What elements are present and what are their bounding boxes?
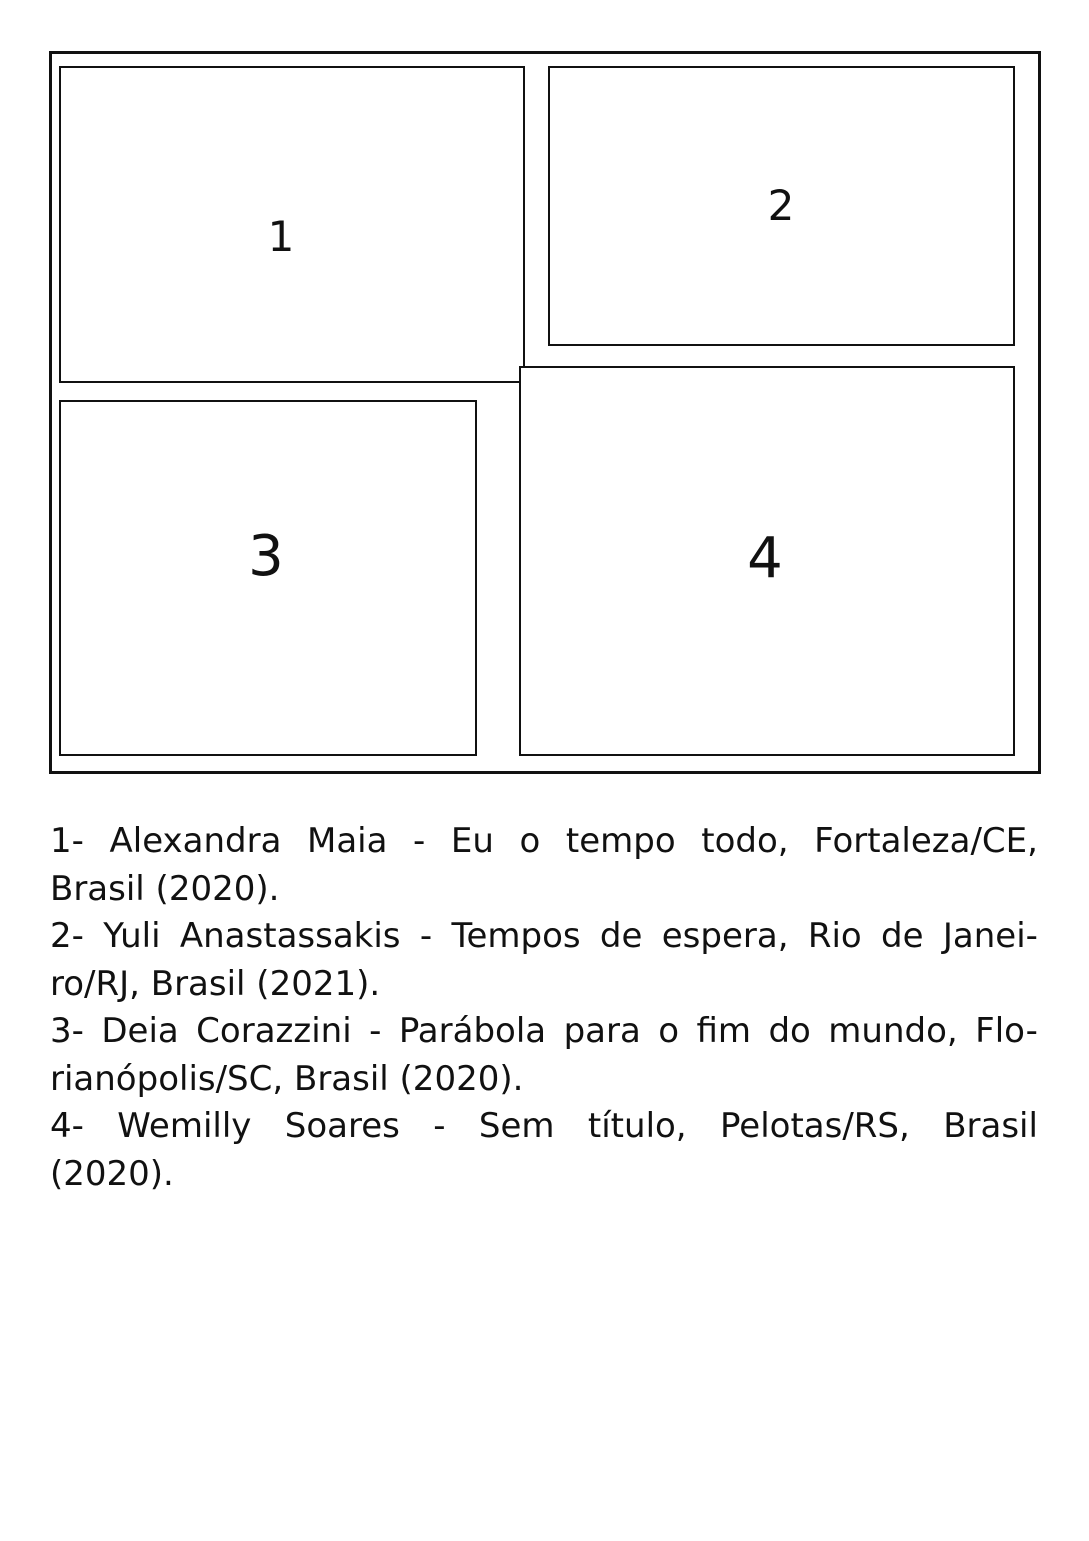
caption-item-4 bbox=[50, 1103, 1038, 1198]
caption-word: Brasil bbox=[943, 1106, 1038, 1146]
caption-line bbox=[50, 1151, 1038, 1199]
caption-word: o bbox=[658, 1011, 680, 1051]
caption-word: 2- bbox=[50, 916, 84, 956]
panel-number-4: 4 bbox=[747, 526, 783, 591]
caption-word: o bbox=[519, 821, 541, 861]
caption-word: Deia bbox=[101, 1011, 179, 1051]
caption-item-2 bbox=[50, 913, 1038, 1008]
caption-word: Parábola bbox=[398, 1011, 547, 1051]
caption-line bbox=[50, 1056, 1038, 1104]
caption-word: título, bbox=[587, 1106, 687, 1146]
caption-word: fim bbox=[696, 1011, 752, 1051]
caption-word: - bbox=[413, 821, 426, 861]
caption-word: Fortaleza/CE, bbox=[814, 821, 1038, 861]
caption-word: Pelotas/RS, bbox=[720, 1106, 910, 1146]
caption-line bbox=[50, 913, 1038, 961]
caption-word: rianópolis/SC, Brasil (2020). bbox=[50, 1058, 524, 1099]
caption-word: Corazzini bbox=[196, 1011, 352, 1051]
caption-word: Tempos bbox=[451, 916, 581, 956]
caption-word: 4- bbox=[50, 1106, 84, 1146]
caption-word: Eu bbox=[450, 821, 494, 861]
caption-word: de bbox=[881, 916, 924, 956]
panel-number-2: 2 bbox=[767, 181, 795, 230]
caption-word: para bbox=[563, 1011, 641, 1051]
caption-word: ro/RJ, Brasil (2021). bbox=[50, 963, 381, 1004]
caption-item-3 bbox=[50, 1008, 1038, 1103]
caption-word: Maia bbox=[307, 821, 388, 861]
caption-word: Rio bbox=[807, 916, 862, 956]
figure-captions bbox=[50, 818, 1038, 1198]
caption-word: todo, bbox=[701, 821, 789, 861]
caption-word: Flo- bbox=[975, 1011, 1038, 1051]
caption-line bbox=[50, 818, 1038, 866]
caption-word: Anastassakis bbox=[179, 916, 401, 956]
caption-line bbox=[50, 1103, 1038, 1151]
caption-word: 1- bbox=[50, 821, 84, 861]
caption-word: do bbox=[768, 1011, 811, 1051]
caption-word: - bbox=[433, 1106, 446, 1146]
caption-word: de bbox=[599, 916, 643, 956]
caption-word: 3- bbox=[50, 1011, 84, 1051]
caption-word: tempo bbox=[565, 821, 676, 861]
caption-word: Janei- bbox=[942, 916, 1038, 956]
caption-word: Yuli bbox=[103, 916, 161, 956]
caption-word: Alexandra bbox=[109, 821, 282, 861]
caption-line bbox=[50, 1008, 1038, 1056]
caption-word: espera, bbox=[661, 916, 789, 956]
panel-number-3: 3 bbox=[248, 524, 284, 589]
caption-word: - bbox=[369, 1011, 382, 1051]
caption-word: Brasil (2020). bbox=[50, 868, 280, 909]
caption-word: - bbox=[419, 916, 433, 956]
caption-word: Wemilly bbox=[117, 1106, 252, 1146]
caption-line bbox=[50, 961, 1038, 1009]
caption-word: Sem bbox=[478, 1106, 555, 1146]
caption-word: (2020). bbox=[50, 1153, 174, 1194]
panel-number-1: 1 bbox=[267, 212, 295, 261]
caption-word: mundo, bbox=[828, 1011, 958, 1051]
caption-word: Soares bbox=[284, 1106, 400, 1146]
caption-item-1 bbox=[50, 818, 1038, 913]
caption-line bbox=[50, 866, 1038, 914]
